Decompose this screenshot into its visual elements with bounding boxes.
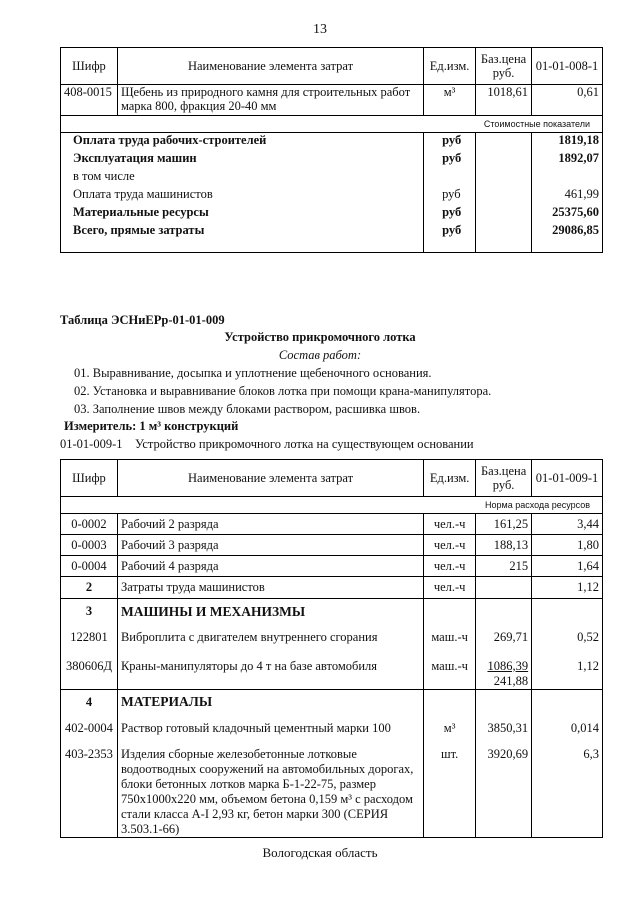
cell-price: 3850,31 — [476, 715, 532, 741]
header-unit: Ед.изм. — [424, 48, 476, 85]
page-number: 13 — [313, 22, 327, 37]
cell-price: 215 — [476, 556, 532, 577]
cell-price: 188,13 — [476, 535, 532, 556]
cost-value: 25375,60 — [532, 205, 603, 223]
cell-code: 402-0004 — [61, 715, 118, 741]
table-label: Таблица ЭСНиЕРр-01-01-009 — [60, 313, 225, 327]
section-label: Стоимостные показатели — [61, 116, 603, 133]
header-name: Наименование элемента затрат — [117, 48, 423, 85]
cell-value: 6,3 — [532, 741, 603, 838]
work-item: 01. Выравнивание, досыпка и уплотнение щебеночного основания. — [74, 366, 432, 380]
cell-unit: чел.-ч — [424, 514, 476, 535]
cell-value: 1,80 — [532, 535, 603, 556]
cell-code: 0-0003 — [61, 535, 118, 556]
cell-name: Щебень из природного камня для строительных работ марка 800, фракция 20-40 мм — [117, 85, 423, 116]
header-unit: Ед.изм. — [424, 460, 476, 497]
cell-name: Затраты труда машинистов — [117, 577, 423, 599]
cell-code: 408-0015 — [61, 85, 118, 116]
cell-value: 1,12 — [532, 651, 603, 690]
cell-unit: м³ — [424, 85, 476, 116]
cost-name: Оплата труда машинистов — [61, 187, 424, 205]
price-value: 1086,39 — [487, 658, 529, 673]
table-row — [61, 514, 603, 535]
cell-value: 1,64 — [532, 556, 603, 577]
header-code: Шифр — [61, 48, 118, 85]
cell-unit: шт. — [424, 741, 476, 838]
cost-name: Оплата труда рабочих-строителей — [61, 133, 424, 151]
table-row — [61, 741, 603, 838]
cell-unit: чел.-ч — [424, 556, 476, 577]
table-row — [61, 651, 603, 690]
table-row — [61, 715, 603, 741]
section-label: Норма расхода ресурсов — [61, 497, 603, 514]
cell-name: Рабочий 3 разряда — [117, 535, 423, 556]
table-row — [61, 535, 603, 556]
cell-code: 0-0004 — [61, 556, 118, 577]
table-row — [61, 625, 603, 651]
header-id: 01-01-009-1 — [532, 460, 603, 497]
cost-value: 1892,07 — [532, 151, 603, 169]
table-title: Устройство прикромочного лотка — [224, 330, 416, 344]
table-row — [61, 223, 603, 253]
table-row — [61, 151, 603, 169]
cell-code: 380606Д — [61, 651, 118, 690]
section-title: МАШИНЫ И МЕХАНИЗМЫ — [117, 599, 423, 625]
cell-price: 269,71 — [476, 625, 532, 651]
section-code: 4 — [61, 689, 118, 715]
cell-name: Раствор готовый кладочный цементный марки 100 — [117, 715, 423, 741]
section-row — [61, 689, 603, 715]
cell-unit: маш.-ч — [424, 625, 476, 651]
cell-name: Изделия сборные железобетонные лотковые водоотводных сооружений на автомобильных дорогах, блоки бетонных лотков марка Б-1-22-75, размер 750x1000x220 мм, объемом бетона 0,159 м³ с расходом стали класса А-I 2,93 кг, бетон марки 300 (СЕРИЯ 3.503.1-66) — [117, 741, 423, 838]
cell-name: Виброплита с двигателем внутреннего сгорания — [117, 625, 423, 651]
cell-unit: чел.-ч — [424, 577, 476, 599]
table-row — [61, 205, 603, 223]
resource-table-2 — [60, 459, 603, 838]
cell-value: 0,014 — [532, 715, 603, 741]
cell-value: 0,61 — [532, 85, 603, 116]
work-item: 03. Заполнение швов между блоками раствором, расшивка швов. — [74, 402, 421, 416]
table-row — [61, 577, 603, 599]
header-name: Наименование элемента затрат — [117, 460, 423, 497]
cell-code: 403-2353 — [61, 741, 118, 838]
cost-name: Всего, прямые затраты — [61, 223, 424, 253]
cost-value: 1819,18 — [532, 133, 603, 151]
cost-value: 29086,85 — [532, 223, 603, 253]
cell-code: 122801 — [61, 625, 118, 651]
cell-unit: чел.-ч — [424, 535, 476, 556]
cell-value: 1,12 — [532, 577, 603, 599]
cell-unit: м³ — [424, 715, 476, 741]
cost-name: в том числе — [61, 169, 424, 187]
meter: Измеритель: 1 м³ конструкций — [64, 419, 239, 433]
cell-price: 3920,69 — [476, 741, 532, 838]
section-code: 3 — [61, 599, 118, 625]
table-row — [61, 556, 603, 577]
header-price: Баз.цена руб. — [476, 48, 532, 85]
footer: Вологодская область — [262, 845, 378, 860]
cell-value: 0,52 — [532, 625, 603, 651]
header-id: 01-01-008-1 — [532, 48, 603, 85]
cost-unit: руб — [424, 187, 476, 205]
work-heading: Состав работ: — [278, 348, 362, 362]
cost-unit: руб — [424, 151, 476, 169]
section-row — [61, 599, 603, 625]
price-value-2: 241,88 — [493, 673, 529, 688]
cost-name: Материальные ресурсы — [61, 205, 424, 223]
table-row — [61, 85, 603, 116]
cell-code: 2 — [61, 577, 118, 599]
table-row — [61, 187, 603, 205]
cell-name: Рабочий 2 разряда — [117, 514, 423, 535]
table-row — [61, 169, 603, 187]
header-code: Шифр — [61, 460, 118, 497]
cell-code: 0-0002 — [61, 514, 118, 535]
subtitle: 01-01-009-1 Устройство прикромочного лотка на существующем основании — [60, 437, 474, 451]
cost-unit: руб — [424, 133, 476, 151]
table-row — [61, 133, 603, 151]
cost-name: Эксплуатация машин — [61, 151, 424, 169]
cell-name: Краны-манипуляторы до 4 т на базе автомобиля — [117, 651, 423, 690]
header-price: Баз.цена руб. — [476, 460, 532, 497]
cell-price: 161,25 — [476, 514, 532, 535]
cell-value: 3,44 — [532, 514, 603, 535]
cell-price — [476, 651, 532, 690]
cell-price: 1018,61 — [476, 85, 532, 116]
resource-table-1 — [60, 47, 603, 253]
cost-value: 461,99 — [532, 187, 603, 205]
section-title: МАТЕРИАЛЫ — [117, 689, 423, 715]
work-item: 02. Установка и выравнивание блоков лотка при помощи крана-манипулятора. — [74, 384, 492, 398]
cost-unit: руб — [424, 205, 476, 223]
cost-unit: руб — [424, 223, 476, 253]
cell-unit: маш.-ч — [424, 651, 476, 690]
cell-name: Рабочий 4 разряда — [117, 556, 423, 577]
